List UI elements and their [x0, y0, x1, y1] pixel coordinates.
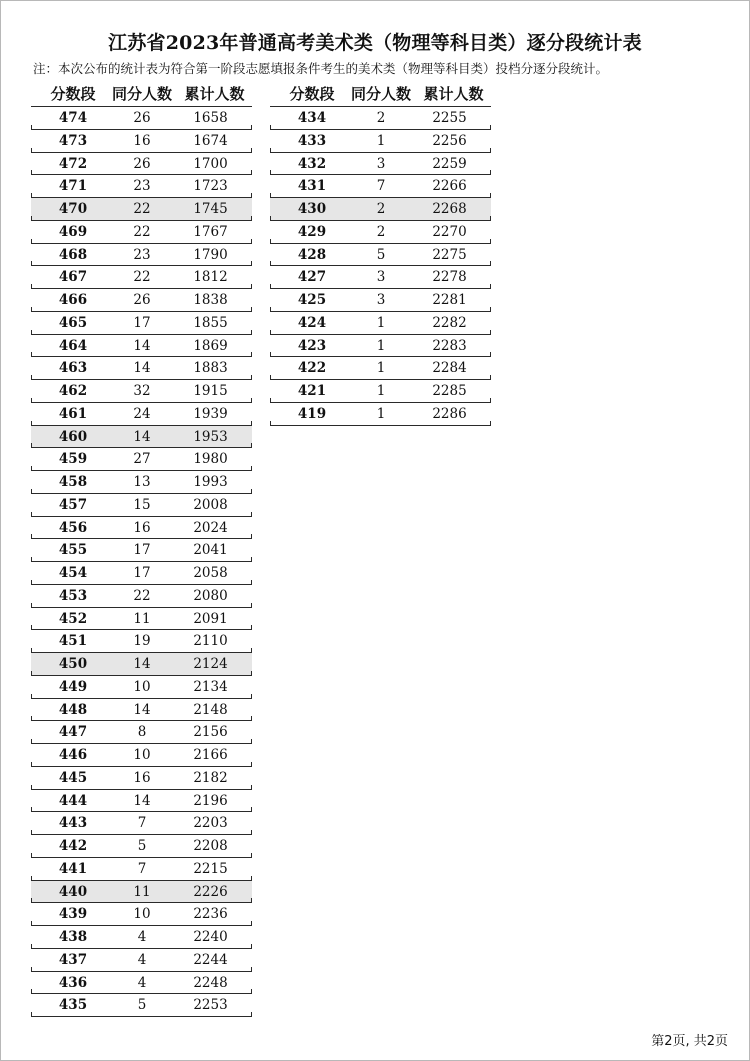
- table-row: [31, 266, 252, 289]
- table-row: [270, 312, 491, 335]
- table-row: [31, 380, 252, 403]
- score-cell: 468: [58, 246, 88, 263]
- table-row: [31, 335, 252, 358]
- same-count-cell: 23: [133, 178, 151, 195]
- table-row: [31, 608, 252, 631]
- table-row: [270, 130, 491, 153]
- score-cell: 461: [58, 405, 88, 422]
- score-cell: 437: [58, 951, 88, 968]
- score-cell: 450: [58, 656, 88, 672]
- cumulative-cell: 1723: [193, 178, 228, 195]
- score-cell: 423: [297, 337, 327, 354]
- score-cell: 467: [58, 269, 88, 286]
- score-cell: 430: [297, 201, 327, 217]
- table-row: [31, 835, 252, 858]
- same-count-cell: 17: [133, 314, 151, 331]
- score-cell: 419: [297, 405, 327, 422]
- same-count-cell: 2: [376, 223, 386, 240]
- score-cell: 471: [58, 178, 88, 195]
- score-cell: 470: [58, 201, 88, 217]
- table-row: [31, 812, 252, 835]
- cumulative-cell: 2278: [432, 269, 467, 286]
- cumulative-cell: 2259: [432, 155, 467, 172]
- header-same-count: 同分人数: [111, 85, 172, 103]
- same-count-cell: 14: [133, 792, 151, 809]
- score-cell: 452: [58, 610, 88, 627]
- table-row: [31, 949, 252, 972]
- cumulative-cell: 1767: [193, 223, 228, 240]
- cumulative-cell: 2166: [193, 747, 228, 763]
- table-row: [31, 403, 252, 426]
- table-row: [31, 426, 252, 449]
- cumulative-cell: 2215: [193, 860, 228, 877]
- cumulative-cell: 2203: [193, 815, 228, 832]
- score-cell: 472: [58, 155, 88, 172]
- cumulative-cell: 2091: [193, 610, 228, 627]
- header-score: 分数段: [50, 85, 96, 103]
- score-cell: 460: [58, 428, 88, 445]
- table-row: [270, 175, 491, 198]
- table-row: [31, 858, 252, 881]
- header-score: 分数段: [289, 85, 335, 103]
- score-cell: 422: [297, 360, 327, 377]
- score-cell: 448: [58, 701, 88, 718]
- same-count-cell: 1: [376, 383, 386, 399]
- cumulative-cell: 2283: [432, 337, 467, 354]
- cumulative-cell: 1953: [193, 428, 228, 445]
- table-header: [270, 78, 491, 107]
- same-count-cell: 16: [133, 519, 151, 536]
- cumulative-cell: 2275: [432, 246, 467, 263]
- table-row: [270, 244, 491, 267]
- same-count-cell: 14: [133, 337, 151, 354]
- same-count-cell: 1: [376, 132, 386, 149]
- cumulative-cell: 1674: [193, 132, 228, 149]
- table-row: [270, 153, 491, 176]
- same-count-cell: 17: [133, 565, 151, 581]
- cumulative-cell: 2256: [432, 132, 467, 149]
- table-row: [31, 676, 252, 699]
- score-cell: 464: [58, 337, 88, 354]
- cumulative-cell: 2244: [193, 951, 228, 968]
- cumulative-cell: 2110: [193, 633, 228, 650]
- score-cell: 436: [58, 974, 88, 991]
- score-cell: 441: [58, 860, 88, 877]
- table-row: [31, 721, 252, 744]
- score-cell: 454: [58, 565, 88, 581]
- table-row: [270, 107, 491, 130]
- same-count-cell: 3: [376, 269, 386, 286]
- score-cell: 458: [58, 474, 88, 490]
- cumulative-cell: 2024: [193, 519, 228, 536]
- table-row: [31, 744, 252, 767]
- same-count-cell: 14: [133, 701, 151, 718]
- table-row: [270, 266, 491, 289]
- same-count-cell: 1: [376, 360, 386, 377]
- cumulative-cell: 2124: [193, 656, 228, 672]
- table-row: [31, 653, 252, 676]
- table-row: [31, 539, 252, 562]
- cumulative-cell: 2281: [432, 292, 467, 308]
- score-cell: 421: [297, 383, 327, 399]
- score-cell: 447: [58, 724, 88, 741]
- cumulative-cell: 2266: [432, 178, 467, 195]
- same-count-cell: 4: [137, 951, 147, 968]
- table-row: [31, 630, 252, 653]
- score-cell: 434: [297, 110, 327, 126]
- same-count-cell: 23: [133, 246, 151, 263]
- same-count-cell: 10: [133, 906, 151, 923]
- same-count-cell: 22: [133, 587, 151, 604]
- same-count-cell: 5: [376, 246, 386, 263]
- table-row: [31, 153, 252, 176]
- table-row: [270, 221, 491, 244]
- cumulative-cell: 2156: [193, 724, 228, 741]
- same-count-cell: 26: [133, 155, 151, 172]
- cumulative-cell: 2148: [193, 701, 228, 718]
- cumulative-cell: 1700: [193, 155, 228, 172]
- cumulative-cell: 1855: [193, 314, 228, 331]
- score-cell: 451: [58, 633, 88, 650]
- same-count-cell: 4: [137, 929, 147, 945]
- same-count-cell: 10: [133, 747, 151, 763]
- same-count-cell: 1: [376, 337, 386, 354]
- table-row: [31, 107, 252, 130]
- header-same-count: 同分人数: [350, 85, 411, 103]
- table-row: [31, 130, 252, 153]
- same-count-cell: 11: [133, 610, 151, 627]
- same-count-cell: 14: [133, 656, 151, 672]
- table-row: [31, 767, 252, 790]
- score-cell: 429: [297, 223, 327, 240]
- same-count-cell: 1: [376, 314, 386, 331]
- table-row: [270, 335, 491, 358]
- same-count-cell: 8: [137, 724, 147, 741]
- same-count-cell: 2: [376, 201, 386, 217]
- table-row: [270, 289, 491, 312]
- score-cell: 465: [58, 314, 88, 331]
- table-row: [31, 289, 252, 312]
- score-cell: 444: [58, 792, 88, 809]
- cumulative-cell: 2080: [193, 587, 228, 604]
- same-count-cell: 11: [133, 883, 151, 900]
- cumulative-cell: 2182: [193, 769, 228, 786]
- same-count-cell: 13: [133, 474, 151, 490]
- cumulative-cell: 2208: [193, 838, 228, 854]
- same-count-cell: 26: [133, 110, 151, 126]
- cumulative-cell: 2240: [193, 929, 228, 945]
- header-cumulative: 累计人数: [423, 85, 484, 103]
- score-cell: 446: [58, 747, 88, 763]
- score-cell: 462: [58, 383, 88, 399]
- table-row: [270, 380, 491, 403]
- score-cell: 440: [58, 883, 88, 900]
- cumulative-cell: 1980: [193, 451, 228, 468]
- table-row: [31, 926, 252, 949]
- cumulative-cell: 2284: [432, 360, 467, 377]
- cumulative-cell: 1915: [193, 383, 228, 399]
- table-row: [31, 175, 252, 198]
- score-cell: 425: [297, 292, 327, 308]
- header-cumulative: 累计人数: [184, 85, 245, 103]
- same-count-cell: 27: [133, 451, 151, 468]
- cumulative-cell: 2285: [432, 383, 467, 399]
- score-cell: 455: [58, 542, 88, 559]
- table-row: [270, 357, 491, 380]
- score-cell: 435: [58, 997, 88, 1014]
- score-cell: 433: [297, 132, 327, 149]
- table-note: 注：本次公布的统计表为符合第一阶段志愿填报条件考生的美术类（物理等科目类）投档分逐分段统计。: [33, 61, 609, 76]
- cumulative-cell: 2253: [193, 997, 228, 1014]
- cumulative-cell: 1993: [193, 474, 228, 490]
- score-cell: 457: [58, 496, 88, 513]
- same-count-cell: 14: [133, 428, 151, 445]
- score-cell: 453: [58, 587, 88, 604]
- same-count-cell: 32: [133, 383, 151, 399]
- score-cell: 469: [58, 223, 88, 240]
- score-table-left: [31, 78, 252, 1017]
- cumulative-cell: 2134: [193, 678, 228, 695]
- same-count-cell: 17: [133, 542, 151, 559]
- table-body-right: [270, 107, 491, 426]
- score-cell: 459: [58, 451, 88, 468]
- cumulative-cell: 1745: [193, 201, 228, 217]
- cumulative-cell: 2236: [193, 906, 228, 923]
- score-cell: 474: [58, 110, 88, 126]
- score-cell: 445: [58, 769, 88, 786]
- same-count-cell: 14: [133, 360, 151, 377]
- table-row: [31, 790, 252, 813]
- table-row: [31, 471, 252, 494]
- cumulative-cell: 1838: [193, 292, 228, 308]
- cumulative-cell: 2058: [193, 565, 228, 581]
- cumulative-cell: 1869: [193, 337, 228, 354]
- score-cell: 463: [58, 360, 88, 377]
- table-body-left: [31, 107, 252, 1017]
- cumulative-cell: 1658: [193, 110, 228, 126]
- table-row: [31, 244, 252, 267]
- score-cell: 439: [58, 906, 88, 923]
- cumulative-cell: 2226: [193, 883, 228, 900]
- cumulative-cell: 1939: [193, 405, 228, 422]
- table-row: [31, 357, 252, 380]
- table-row: [31, 881, 252, 904]
- table-row: [31, 562, 252, 585]
- same-count-cell: 15: [133, 496, 151, 513]
- table-row: [31, 198, 252, 221]
- cumulative-cell: 2248: [193, 974, 228, 991]
- cumulative-cell: 1883: [193, 360, 228, 377]
- score-cell: 443: [58, 815, 88, 832]
- same-count-cell: 7: [137, 815, 147, 832]
- same-count-cell: 4: [137, 974, 147, 991]
- same-count-cell: 7: [376, 178, 386, 195]
- score-cell: 442: [58, 838, 88, 854]
- score-cell: 438: [58, 929, 88, 945]
- score-cell: 473: [58, 132, 88, 149]
- score-cell: 449: [58, 678, 88, 695]
- score-cell: 431: [297, 178, 327, 195]
- cumulative-cell: 2041: [193, 542, 228, 559]
- cumulative-cell: 2196: [193, 792, 228, 809]
- page-number: 第2页, 共2页: [651, 1034, 728, 1049]
- score-cell: 428: [297, 246, 327, 263]
- same-count-cell: 1: [376, 405, 386, 422]
- table-row: [31, 448, 252, 471]
- table-row: [31, 517, 252, 540]
- table-row: [31, 312, 252, 335]
- same-count-cell: 7: [137, 860, 147, 877]
- cumulative-cell: 1790: [193, 246, 228, 263]
- table-row: [270, 403, 491, 426]
- score-table-right: [270, 78, 491, 426]
- same-count-cell: 19: [133, 633, 151, 650]
- table-row: [31, 994, 252, 1017]
- cumulative-cell: 1812: [193, 269, 228, 286]
- table-row: [31, 972, 252, 995]
- score-cell: 432: [297, 155, 327, 172]
- same-count-cell: 24: [133, 405, 151, 422]
- table-row: [31, 903, 252, 926]
- cumulative-cell: 2282: [432, 314, 467, 331]
- cumulative-cell: 2008: [193, 496, 228, 513]
- score-cell: 424: [297, 314, 327, 331]
- page-title: 江苏省2023年普通高考美术类（物理等科目类）逐分段统计表: [108, 32, 642, 54]
- same-count-cell: 5: [137, 838, 147, 854]
- score-cell: 456: [58, 519, 88, 536]
- table-row: [31, 585, 252, 608]
- same-count-cell: 5: [137, 997, 147, 1014]
- cumulative-cell: 2286: [432, 405, 467, 422]
- table-row: [31, 221, 252, 244]
- cumulative-cell: 2270: [432, 223, 467, 240]
- table-row: [270, 198, 491, 221]
- cumulative-cell: 2255: [432, 110, 467, 126]
- table-header: [31, 78, 252, 107]
- same-count-cell: 22: [133, 269, 151, 286]
- same-count-cell: 3: [376, 155, 386, 172]
- score-cell: 466: [58, 292, 88, 308]
- table-row: [31, 699, 252, 722]
- same-count-cell: 26: [133, 292, 151, 308]
- cumulative-cell: 2268: [432, 201, 467, 217]
- same-count-cell: 16: [133, 132, 151, 149]
- table-row: [31, 494, 252, 517]
- same-count-cell: 16: [133, 769, 151, 786]
- same-count-cell: 22: [133, 223, 151, 240]
- same-count-cell: 22: [133, 201, 151, 217]
- same-count-cell: 3: [376, 292, 386, 308]
- score-cell: 427: [297, 269, 327, 286]
- same-count-cell: 10: [133, 678, 151, 695]
- same-count-cell: 2: [376, 110, 386, 126]
